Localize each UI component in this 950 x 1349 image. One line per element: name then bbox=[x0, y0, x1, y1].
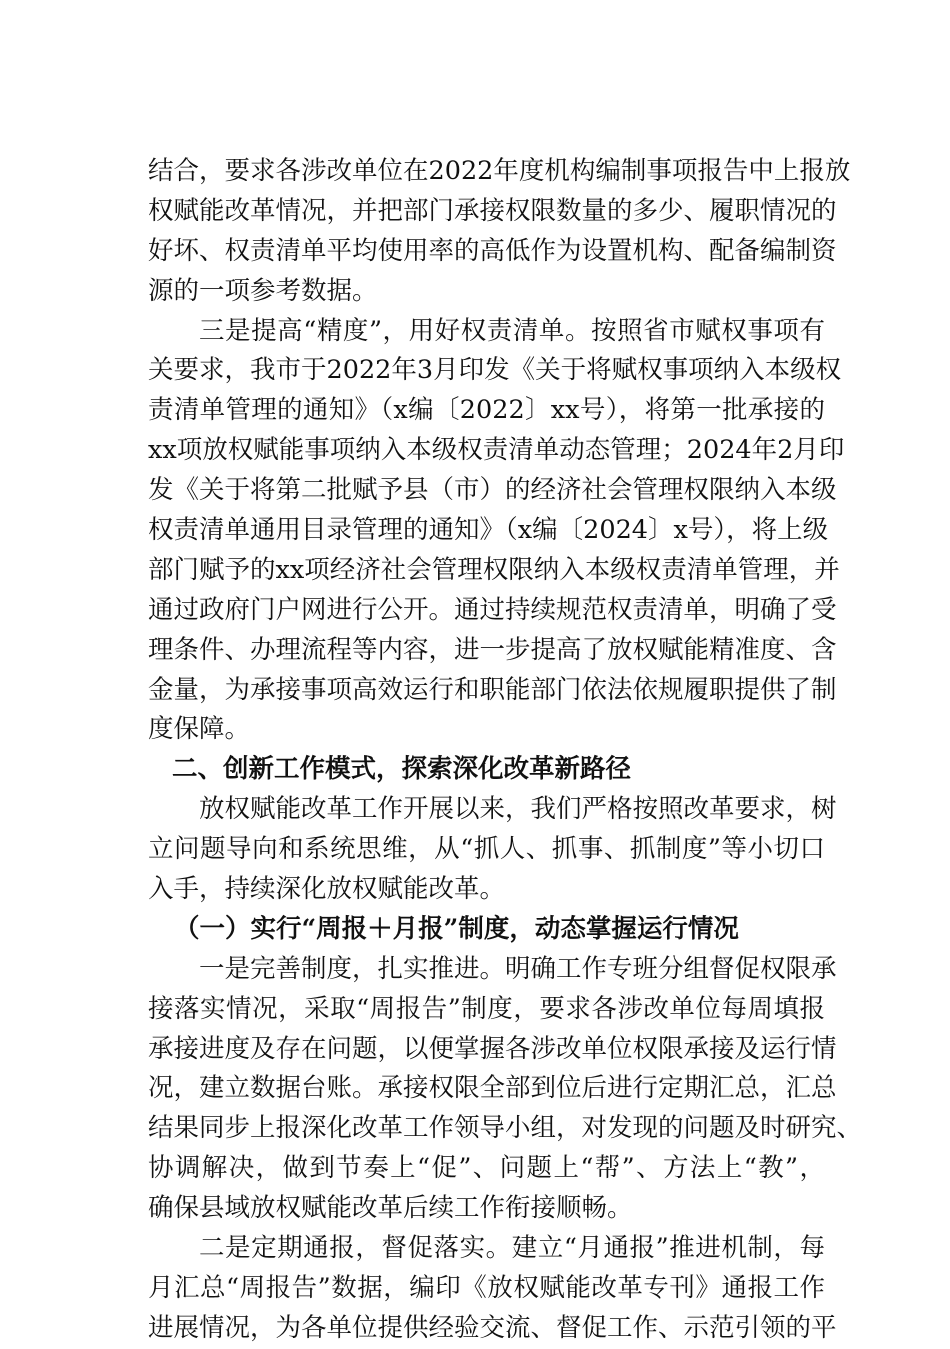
text-line: 金量，为承接事项高效运行和职能部门依法依规履职提供了制 bbox=[148, 674, 837, 705]
document-body bbox=[148, 152, 863, 1349]
text-line: 发《关于将第二批赋予县（市）的经济社会管理权限纳入本级 bbox=[148, 475, 837, 506]
text-line: 承接进度及存在问题，以便掌握各涉改单位权限承接及运行情 bbox=[148, 1033, 837, 1064]
text-line: 权赋能改革情况，并把部门承接权限数量的多少、履职情况的 bbox=[148, 195, 837, 226]
section-heading: 二、创新工作模式，探索深化改革新路径 bbox=[172, 754, 632, 785]
paragraph-start-line: 三是提高“精度”，用好权责清单。按照省市赋权事项有 bbox=[199, 315, 825, 346]
text-line: 月汇总“周报告”数据，编印《放权赋能改革专刊》通报工作 bbox=[148, 1272, 825, 1303]
text-line: 好坏、权责清单平均使用率的高低作为设置机构、配备编制资 bbox=[148, 235, 837, 266]
text-line: 理条件、办理流程等内容，进一步提高了放权赋能精准度、含 bbox=[148, 634, 837, 665]
paragraph-start-line: 放权赋能改革工作开展以来，我们严格按照改革要求，树 bbox=[199, 794, 837, 825]
text-line: 结果同步上报深化改革工作领导小组，对发现的问题及时研究、 bbox=[148, 1113, 863, 1144]
paragraph-start-line: 二是定期通报，督促落实。建立“月通报”推进机制，每 bbox=[199, 1233, 825, 1264]
text-line: 入手，持续深化放权赋能改革。 bbox=[148, 874, 506, 905]
text-line: 立问题导向和系统思维，从“抓人、抓事、抓制度”等小切口 bbox=[148, 834, 825, 865]
text-line: 结合，要求各涉改单位在2022年度机构编制事项报告中上报放 bbox=[148, 156, 851, 186]
text-line: 况，建立数据台账。承接权限全部到位后进行定期汇总，汇总 bbox=[148, 1073, 837, 1104]
text-line: 度保障。 bbox=[148, 714, 251, 745]
paragraph-start-line: 一是完善制度，扎实推进。明确工作专班分组督促权限承 bbox=[199, 953, 837, 984]
text-line: xx项放权赋能事项纳入本级权责清单动态管理；2024年2月印 bbox=[148, 435, 845, 466]
text-line: 权责清单通用目录管理的通知》（x编〔2024〕x号），将上级 bbox=[148, 515, 829, 546]
subsection-heading: （一）实行“周报＋月报”制度，动态掌握运行情况 bbox=[174, 913, 739, 944]
text-line: 协调解决，做到节奏上“促”、问题上“帮”、方法上“教”， bbox=[148, 1153, 825, 1184]
text-line: 确保县域放权赋能改革后续工作衔接顺畅。 bbox=[148, 1193, 633, 1224]
text-line: 关要求，我市于2022年3月印发《关于将赋权事项纳入本级权 bbox=[148, 355, 842, 386]
text-line: 接落实情况，采取“周报告”制度，要求各涉改单位每周填报 bbox=[148, 993, 825, 1024]
text-line: 部门赋予的xx项经济社会管理权限纳入本级权责清单管理，并 bbox=[148, 554, 840, 585]
text-line: 进展情况，为各单位提供经验交流、督促工作、示范引领的平 bbox=[148, 1312, 837, 1343]
text-line: 责清单管理的通知》（x编〔2022〕xx号），将第一批承接的 bbox=[148, 395, 825, 426]
text-line: 通过政府门户网进行公开。通过持续规范权责清单，明确了受 bbox=[148, 594, 837, 625]
text-line: 源的一项参考数据。 bbox=[148, 275, 378, 306]
